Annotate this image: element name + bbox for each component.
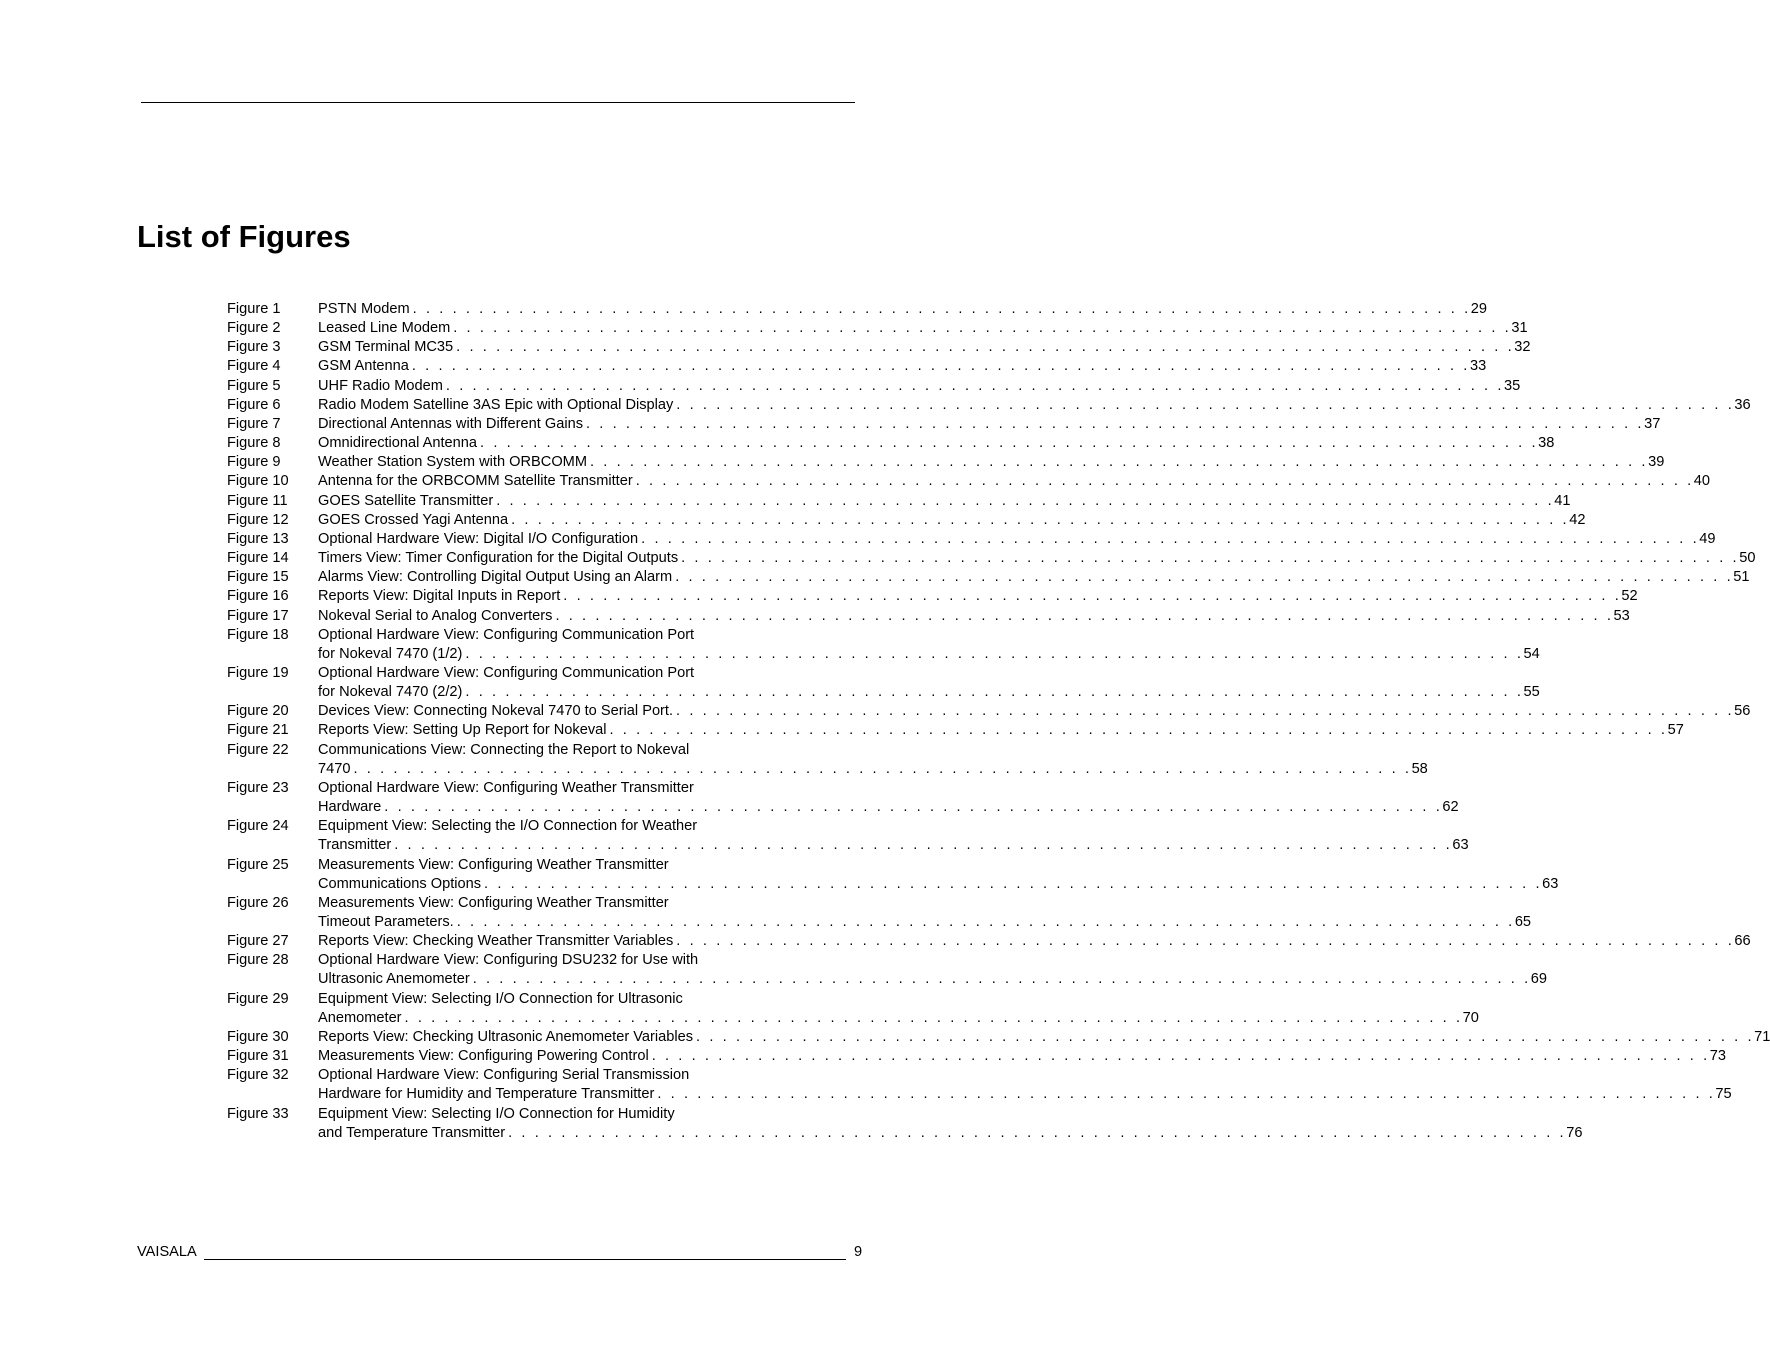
figure-caption (318, 530, 1716, 549)
figure-caption (318, 894, 1532, 932)
figure-entry[interactable] (227, 472, 1711, 491)
figure-entry[interactable] (227, 779, 1459, 817)
header-rule (141, 102, 855, 103)
footer-page-number: 9 (854, 1244, 863, 1260)
dot-leader: . . . . . . . . . . . . . . . . . . . . . . . . . . . . . . . . . . . . . . . . . . . . . . . . . . . . . . . . . . . . . . . . . . . . . . . . . . . . . . . . (353, 760, 1412, 777)
figure-page-number: 62 (1442, 799, 1459, 816)
figure-number: Figure 9 (227, 454, 281, 471)
figure-title-line: Reports View: Checking Weather Transmitter Variables (318, 932, 676, 951)
figure-page-number: 32 (1514, 339, 1531, 356)
figure-caption (318, 434, 1555, 453)
figure-number: Figure 28 (227, 952, 289, 969)
dot-leader: . . . . . . . . . . . . . . . . . . . . . . . . . . . . . . . . . . . . . . . . . . . . . . . . . . . . . . . . . . . . . . . . . . . . . . . . . . . . . . . . (681, 550, 1740, 567)
figure-number: Figure 15 (227, 569, 289, 586)
dot-leader: . . . . . . . . . . . . . . . . . . . . . . . . . . . . . . . . . . . . . . . . . . . . . . . . . . . . . . . . . . . . . . . . . . . . . . . . . . . . . . . . (394, 837, 1453, 854)
figure-caption (318, 626, 1540, 664)
figure-page-number: 35 (1504, 377, 1521, 394)
figure-page-number: 66 (1734, 933, 1751, 950)
figure-number: Figure 20 (227, 703, 289, 720)
dot-leader: . . . . . . . . . . . . . . . . . . . . . . . . . . . . . . . . . . . . . . . . . . . . . . . . . . . . . . . . . . . . . . . . . . . . . . . . . . . . . . . . (404, 1009, 1463, 1026)
figure-caption (318, 702, 1751, 721)
figure-page-number: 36 (1734, 396, 1751, 413)
figure-number: Figure 2 (227, 320, 281, 337)
dot-leader: . . . . . . . . . . . . . . . . . . . . . . . . . . . . . . . . . . . . . . . . . . . . . . . . . . . . . . . . . . . . . . . . . . . . . . . . . . . . . . . . (657, 1086, 1716, 1103)
figure-entry[interactable] (227, 951, 1548, 989)
figure-title-line: Nokeval Serial to Analog Converters (318, 607, 555, 626)
figure-number: Figure 5 (227, 377, 281, 394)
figure-page-number: 71 (1754, 1028, 1770, 1045)
figure-entry[interactable] (227, 377, 1521, 396)
dot-leader: . . . . . . . . . . . . . . . . . . . . . . . . . . . . . . . . . . . . . . . . . . . . . . . . . . . . . . . . . . . . . . . . . . . . . . . . . . . . . . . . (511, 511, 1570, 528)
figure-caption (318, 664, 1540, 702)
figure-caption (318, 357, 1487, 376)
figure-caption (318, 338, 1531, 357)
figure-caption (318, 472, 1711, 491)
figure-number: Figure 1 (227, 301, 281, 317)
figure-page-number: 55 (1523, 684, 1540, 701)
figure-entry[interactable] (227, 453, 1665, 472)
figure-title-line: Communications View: Connecting the Report to Nokeval (318, 741, 692, 760)
figure-list (227, 300, 1770, 1143)
figure-entry[interactable] (227, 702, 1751, 721)
dot-leader: . . . . . . . . . . . . . . . . . . . . . . . . . . . . . . . . . . . . . . . . . . . . . . . . . . . . . . . . . . . . . . . . . . . . . . . . . . . . . . . . (465, 645, 1524, 662)
figure-title-line: UHF Radio Modem (318, 377, 446, 396)
figure-title-line: Antenna for the ORBCOMM Satellite Transmitter (318, 472, 636, 491)
figure-title-line: Weather Station System with ORBCOMM (318, 453, 590, 472)
figure-title-line: Optional Hardware View: Configuring DSU232 for Use with (318, 951, 701, 970)
figure-number: Figure 11 (227, 492, 288, 509)
figure-number: Figure 13 (227, 530, 289, 547)
figure-number: Figure 29 (227, 990, 289, 1007)
figure-title-line: Optional Hardware View: Digital I/O Configuration (318, 530, 641, 549)
dot-leader: . . . . . . . . . . . . . . . . . . . . . . . . . . . . . . . . . . . . . . . . . . . . . . . . . . . . . . . . . . . . . . . . . . . . . . . . . . . . . . . . (484, 875, 1543, 892)
figure-title-line: Communications Options (318, 875, 484, 894)
figure-title-line: 7470 (318, 760, 353, 779)
figure-entry[interactable] (227, 932, 1751, 951)
figure-caption (318, 492, 1571, 511)
figure-caption (318, 817, 1469, 855)
figure-title-line: Radio Modem Satelline 3AS Epic with Optional Display (318, 396, 676, 415)
figure-title-line: for Nokeval 7470 (1/2) (318, 645, 465, 664)
figure-entry[interactable] (227, 894, 1532, 932)
figure-title-line: Measurements View: Configuring Powering Control (318, 1047, 652, 1066)
dot-leader: . . . . . . . . . . . . . . . . . . . . . . . . . . . . . . . . . . . . . . . . . . . . . . . . . . . . . . . . . . . . . . . . . . . . . . . . . . . . . . . . (676, 933, 1735, 950)
figure-caption (318, 511, 1586, 530)
figure-number: Figure 12 (227, 511, 289, 528)
figure-page-number: 65 (1514, 914, 1532, 930)
dot-leader: . . . . . . . . . . . . . . . . . . . . . . . . . . . . . . . . . . . . . . . . . . . . . . . . . . . . . . . . . . . . . . . . . . . . . . . . . . . . . . . . (641, 530, 1700, 547)
figure-number: Figure 33 (227, 1105, 289, 1122)
figure-entry[interactable] (227, 1105, 1583, 1143)
dot-leader: . . . . . . . . . . . . . . . . . . . . . . . . . . . . . . . . . . . . . . . . . . . . . . . . . . . . . . . . . . . . . . . . . . . . . . . . . . . . . . . . (496, 492, 1555, 509)
figure-title-line: Hardware for Humidity and Temperature Transmitter (318, 1085, 657, 1104)
figure-entry[interactable] (227, 357, 1487, 376)
figure-number: Figure 23 (227, 779, 289, 796)
figure-page-number: 75 (1715, 1086, 1732, 1103)
figure-entry[interactable] (227, 990, 1479, 1028)
figure-page-number: 29 (1470, 301, 1487, 317)
figure-caption (318, 1066, 1732, 1104)
figure-caption (318, 568, 1750, 587)
figure-title-line: Transmitter (318, 836, 394, 855)
figure-caption (318, 396, 1751, 415)
figure-page-number: 63 (1542, 875, 1559, 892)
figure-entry[interactable] (227, 1028, 1770, 1047)
figure-number: Figure 27 (227, 933, 289, 950)
footer-rule (204, 1259, 846, 1260)
figure-page-number: 63 (1452, 837, 1469, 854)
figure-caption (318, 1105, 1583, 1143)
figure-number: Figure 22 (227, 741, 289, 758)
figure-entry[interactable] (227, 607, 1630, 626)
figure-caption (318, 549, 1756, 568)
figure-entry[interactable] (227, 492, 1571, 511)
figure-title-line: Alarms View: Controlling Digital Output Using an Alarm (318, 568, 675, 587)
dot-leader: . . . . . . . . . . . . . . . . . . . . . . . . . . . . . . . . . . . . . . . . . . . . . . . . . . . . . . . . . . . . . . . . . . . . . . . . . . . . . . . . (456, 339, 1515, 356)
dot-leader: . . . . . . . . . . . . . . . . . . . . . . . . . . . . . . . . . . . . . . . . . . . . . . . . . . . . . . . . . . . . . . . . . . . . . . . . . . . . . . . . (675, 569, 1734, 586)
figure-page-number: 53 (1613, 607, 1630, 624)
figure-entry[interactable] (227, 741, 1428, 779)
figure-title-line: Optional Hardware View: Configuring Serial Transmission (318, 1066, 692, 1085)
figure-title-line: Anemometer (318, 1009, 405, 1028)
figure-number: Figure 24 (227, 818, 289, 835)
figure-title-line: Equipment View: Selecting I/O Connection for Ultrasonic (318, 990, 686, 1009)
figure-caption (318, 415, 1661, 434)
dot-leader: . . . . . . . . . . . . . . . . . . . . . . . . . . . . . . . . . . . . . . . . . . . . . . . . . . . . . . . . . . . . . . . . . . . . . . . . . . . . . . . . (651, 1048, 1710, 1065)
figure-entry[interactable] (227, 568, 1750, 587)
figure-number: Figure 31 (227, 1048, 289, 1065)
figure-title-line: Devices View: Connecting Nokeval 7470 to Serial Port. (318, 702, 676, 721)
figure-title-line: Leased Line Modem (318, 319, 453, 338)
figure-number: Figure 25 (227, 856, 289, 873)
figure-page-number: 73 (1709, 1048, 1727, 1065)
dot-leader: . . . . . . . . . . . . . . . . . . . . . . . . . . . . . . . . . . . . . . . . . . . . . . . . . . . . . . . . . . . . . . . . . . . . . . . . . . . . . . . . (635, 473, 1694, 490)
dot-leader: . . . . . . . . . . . . . . . . . . . . . . . . . . . . . . . . . . . . . . . . . . . . . . . . . . . . . . . . . . . . . . . . . . . . . . . . . . . . . . . . (411, 358, 1470, 375)
figure-title-line: Timers View: Timer Configuration for the Digital Outputs (318, 549, 681, 568)
dot-leader: . . . . . . . . . . . . . . . . . . . . . . . . . . . . . . . . . . . . . . . . . . . . . . . . . . . . . . . . . . . . . . . . . . . . . . . . . . . . . . . . (480, 435, 1539, 452)
dot-leader: . . . . . . . . . . . . . . . . . . . . . . . . . . . . . . . . . . . . . . . . . . . . . . . . . . . . . . . . . . . . . . . . . . . . . . . . . . . . . . . . (676, 396, 1735, 413)
figure-caption (318, 779, 1459, 817)
figure-page-number: 69 (1530, 971, 1548, 988)
figure-page-number: 38 (1538, 435, 1555, 452)
figure-number: Figure 8 (227, 435, 281, 452)
figure-entry[interactable] (227, 434, 1555, 453)
figure-number: Figure 18 (227, 626, 289, 643)
figure-caption (318, 856, 1559, 894)
figure-page-number: 37 (1644, 415, 1661, 432)
dot-leader: . . . . . . . . . . . . . . . . . . . . . . . . . . . . . . . . . . . . . . . . . . . . . . . . . . . . . . . . . . . . . . . . . . . . . . . . . . . . . . . . (456, 914, 1515, 930)
figure-title-line: Equipment View: Selecting I/O Connection for Humidity (318, 1105, 678, 1124)
figure-title-line: and Temperature Transmitter (318, 1124, 508, 1143)
figure-title-line: Reports View: Checking Ultrasonic Anemometer Variables (318, 1028, 696, 1047)
figure-page-number: 52 (1621, 588, 1638, 605)
figure-number: Figure 10 (227, 473, 289, 490)
figure-title-line: PSTN Modem (318, 300, 413, 319)
figure-entry[interactable] (227, 530, 1716, 549)
figure-number: Figure 21 (227, 722, 289, 739)
figure-entry[interactable] (227, 817, 1469, 855)
figure-caption (318, 990, 1479, 1028)
figure-page-number: 31 (1511, 320, 1528, 337)
figure-title-line: Measurements View: Configuring Weather Transmitter (318, 856, 672, 875)
figure-title-line: Omnidirectional Antenna (318, 434, 480, 453)
dot-leader: . . . . . . . . . . . . . . . . . . . . . . . . . . . . . . . . . . . . . . . . . . . . . . . . . . . . . . . . . . . . . . . . . . . . . . . . . . . . . . . . (412, 301, 1471, 317)
page-title: List of Figures (137, 219, 351, 254)
figure-entry[interactable] (227, 511, 1586, 530)
figure-caption (318, 319, 1528, 338)
figure-page-number: 49 (1699, 530, 1716, 547)
figure-title-line: GOES Satellite Transmitter (318, 492, 496, 511)
figure-caption (318, 741, 1428, 779)
figure-caption (318, 453, 1665, 472)
figure-caption (318, 607, 1630, 626)
figure-caption (318, 1047, 1727, 1066)
figure-number: Figure 7 (227, 415, 281, 432)
dot-leader: . . . . . . . . . . . . . . . . . . . . . . . . . . . . . . . . . . . . . . . . . . . . . . . . . . . . . . . . . . . . . . . . . . . . . . . . . . . . . . . . (555, 607, 1614, 624)
figure-title-line: Optional Hardware View: Configuring Communication Port (318, 626, 697, 645)
dot-leader: . . . . . . . . . . . . . . . . . . . . . . . . . . . . . . . . . . . . . . . . . . . . . . . . . . . . . . . . . . . . . . . . . . . . . . . . . . . . . . . . (563, 588, 1622, 605)
figure-entry[interactable] (227, 856, 1559, 894)
figure-number: Figure 16 (227, 588, 289, 605)
figure-title-line: Optional Hardware View: Configuring Weather Transmitter (318, 779, 697, 798)
figure-number: Figure 4 (227, 358, 281, 375)
figure-caption (318, 951, 1548, 989)
dot-leader: . . . . . . . . . . . . . . . . . . . . . . . . . . . . . . . . . . . . . . . . . . . . . . . . . . . . . . . . . . . . . . . . . . . . . . . . . . . . . . . . (589, 454, 1649, 471)
figure-number: Figure 32 (227, 1067, 289, 1084)
figure-page-number: 76 (1566, 1124, 1583, 1141)
figure-page-number: 41 (1554, 492, 1571, 509)
dot-leader: . . . . . . . . . . . . . . . . . . . . . . . . . . . . . . . . . . . . . . . . . . . . . . . . . . . . . . . . . . . . . . . . . . . . . . . . . . . . . . . . (508, 1124, 1567, 1141)
figure-title-line: GOES Crossed Yagi Antenna (318, 511, 511, 530)
dot-leader: . . . . . . . . . . . . . . . . . . . . . . . . . . . . . . . . . . . . . . . . . . . . . . . . . . . . . . . . . . . . . . . . . . . . . . . . . . . . . . . . (384, 799, 1443, 816)
figure-page-number: 51 (1733, 569, 1750, 586)
figure-page-number: 40 (1693, 473, 1711, 490)
dot-leader: . . . . . . . . . . . . . . . . . . . . . . . . . . . . . . . . . . . . . . . . . . . . . . . . . . . . . . . . . . . . . . . . . . . . . . . . . . . . . . . . (609, 722, 1668, 739)
figure-title-line: Optional Hardware View: Configuring Communication Port (318, 664, 697, 683)
dot-leader: . . . . . . . . . . . . . . . . . . . . . . . . . . . . . . . . . . . . . . . . . . . . . . . . . . . . . . . . . . . . . . . . . . . . . . . . . . . . . . . . (472, 971, 1531, 988)
figure-title-line: Directional Antennas with Different Gains (318, 415, 586, 434)
figure-number: Figure 19 (227, 664, 289, 681)
figure-entry[interactable] (227, 549, 1756, 568)
dot-leader: . . . . . . . . . . . . . . . . . . . . . . . . . . . . . . . . . . . . . . . . . . . . . . . . . . . . . . . . . . . . . . . . . . . . . . . . . . . . . . . . (465, 684, 1524, 701)
figure-title-line: Equipment View: Selecting the I/O Connection for Weather (318, 817, 700, 836)
figure-caption (318, 932, 1751, 951)
figure-caption (318, 721, 1684, 740)
figure-page-number: 70 (1462, 1009, 1479, 1026)
figure-caption (318, 377, 1521, 396)
figure-entry[interactable] (227, 396, 1751, 415)
figure-title-line: Ultrasonic Anemometer (318, 970, 473, 989)
figure-title-line: for Nokeval 7470 (2/2) (318, 683, 465, 702)
dot-leader: . . . . . . . . . . . . . . . . . . . . . . . . . . . . . . . . . . . . . . . . . . . . . . . . . . . . . . . . . . . . . . . . . . . . . . . . . . . . . . . . (453, 320, 1512, 337)
dot-leader: . . . . . . . . . . . . . . . . . . . . . . . . . . . . . . . . . . . . . . . . . . . . . . . . . . . . . . . . . . . . . . . . . . . . . . . . . . . . . . . . (586, 415, 1645, 432)
figure-title-line: Timeout Parameters. (318, 913, 457, 932)
figure-page-number: 57 (1667, 722, 1684, 739)
figure-entry[interactable] (227, 721, 1684, 740)
figure-number: Figure 17 (227, 607, 289, 624)
figure-number: Figure 6 (227, 396, 281, 413)
figure-entry[interactable] (227, 319, 1528, 338)
figure-entry[interactable] (227, 1066, 1732, 1104)
figure-entry[interactable] (227, 1047, 1727, 1066)
figure-page-number: 33 (1469, 358, 1487, 375)
dot-leader: . . . . . . . . . . . . . . . . . . . . . . . . . . . . . . . . . . . . . . . . . . . . . . . . . . . . . . . . . . . . . . . . . . . . . . . . . . . . . . . . (696, 1028, 1755, 1045)
dot-leader: . . . . . . . . . . . . . . . . . . . . . . . . . . . . . . . . . . . . . . . . . . . . . . . . . . . . . . . . . . . . . . . . . . . . . . . . . . . . . . . . (676, 703, 1735, 720)
figure-title-line: GSM Antenna (318, 357, 412, 376)
figure-title-line: Reports View: Digital Inputs in Report (318, 587, 563, 606)
figure-caption (318, 300, 1487, 319)
figure-page-number: 39 (1648, 454, 1665, 471)
figure-title-line: GSM Terminal MC35 (318, 338, 456, 357)
dot-leader: . . . . . . . . . . . . . . . . . . . . . . . . . . . . . . . . . . . . . . . . . . . . . . . . . . . . . . . . . . . . . . . . . . . . . . . . . . . . . . . . (445, 377, 1504, 394)
figure-entry[interactable] (227, 338, 1531, 357)
figure-title-line: Measurements View: Configuring Weather Transmitter (318, 894, 672, 913)
figure-title-line: Reports View: Setting Up Report for Nokeval (318, 721, 610, 740)
figure-number: Figure 14 (227, 550, 289, 567)
figure-page-number: 42 (1569, 511, 1586, 528)
figure-entry[interactable] (227, 300, 1487, 319)
figure-number: Figure 26 (227, 894, 289, 911)
figure-entry[interactable] (227, 664, 1540, 702)
figure-page-number: 50 (1739, 550, 1756, 567)
figure-page-number: 58 (1411, 760, 1428, 777)
figure-entry[interactable] (227, 587, 1638, 606)
figure-number: Figure 3 (227, 339, 281, 356)
footer-brand: VAISALA (137, 1244, 197, 1260)
figure-page-number: 54 (1523, 645, 1540, 662)
figure-entry[interactable] (227, 626, 1540, 664)
figure-title-line: Hardware (318, 798, 384, 817)
figure-caption (318, 1028, 1770, 1047)
figure-caption (318, 587, 1638, 606)
figure-entry[interactable] (227, 415, 1661, 434)
figure-page-number: 56 (1734, 703, 1751, 720)
figure-number: Figure 30 (227, 1028, 289, 1045)
